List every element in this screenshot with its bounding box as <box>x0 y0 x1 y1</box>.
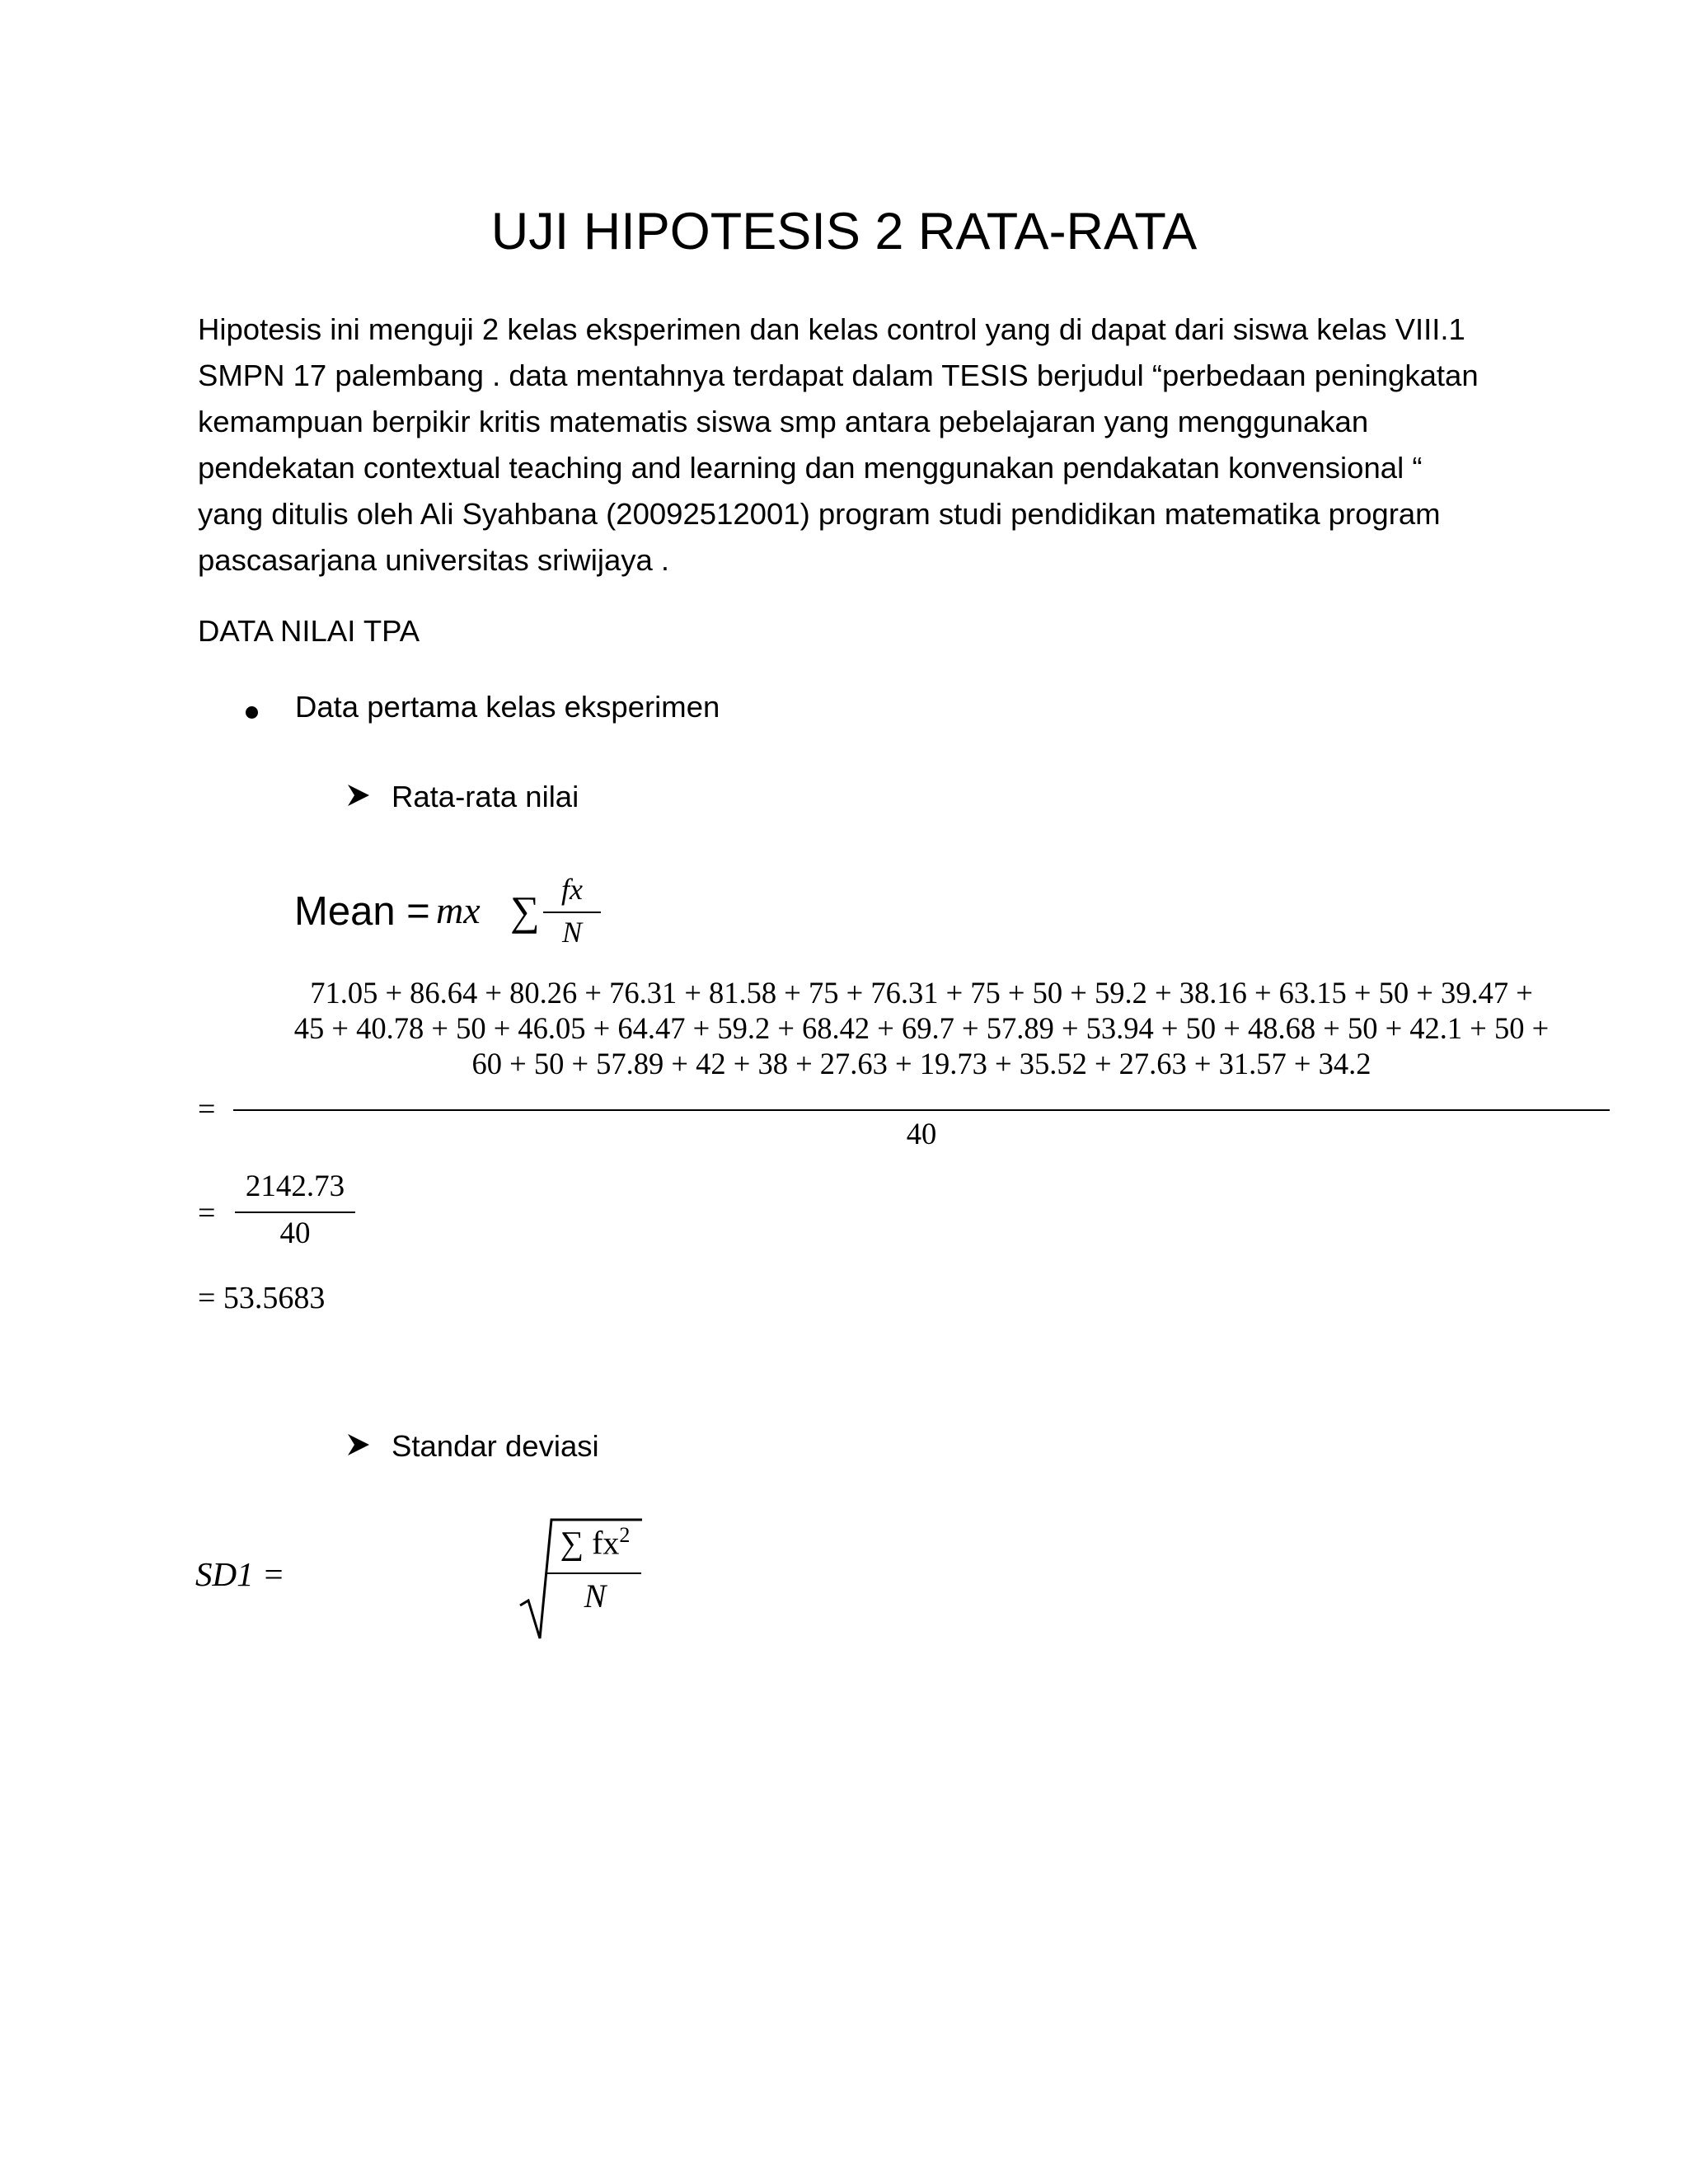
arrow-bullet-icon <box>346 783 371 808</box>
arrow-bullet-icon <box>346 1432 371 1457</box>
sd-label: SD1 = <box>195 1555 285 1593</box>
step2-denominator: 40 <box>279 1216 311 1250</box>
sd-formula <box>195 1500 631 1632</box>
dataset-heading: DATA NILAI TPA <box>198 614 420 648</box>
bullet-dot-icon <box>246 706 258 719</box>
subitem-sd-label: Standar deviasi <box>392 1429 599 1463</box>
sd-numerator-text: ∑ fx <box>560 1524 620 1562</box>
sd-exponent: 2 <box>619 1523 631 1547</box>
mean-label: Mean = <box>294 889 430 934</box>
sd-denominator: N <box>584 1577 607 1615</box>
fraction-bar <box>233 1109 1610 1111</box>
subitem-mean-label: Rata-rata nilai <box>392 780 579 813</box>
mean-result: = 53.5683 <box>198 1281 326 1315</box>
intro-line: Hipotesis ini menguji 2 kelas eksperimen dan kelas control yang di dapat dari siswa kelas VIII.1 <box>198 312 1465 346</box>
page-title: UJI HIPOTESIS 2 RATA-RATA <box>490 203 1198 260</box>
fraction-bar <box>546 1572 641 1574</box>
square-root-icon <box>319 1500 649 1640</box>
equals-sign: = <box>198 1196 216 1230</box>
bullet-item-label: Data pertama kelas eksperimen <box>295 690 720 724</box>
mean-formula <box>294 872 624 954</box>
sum-denominator: 40 <box>906 1117 937 1151</box>
intro-line: yang ditulis oleh Ali Syahbana (20092512001) program studi pendidikan matematika program <box>198 497 1441 531</box>
sum-line: 45 + 40.78 + 50 + 46.05 + 64.47 + 59.2 + 68.42 + 69.7 + 57.89 + 53.94 + 50 + 48.68 + 50 + 42.1 + 50 + <box>293 1011 1550 1045</box>
intro-paragraph <box>198 307 1533 583</box>
intro-line: pendekatan contextual teaching and learning dan menggunakan pendakatan konvensional “ <box>198 451 1423 485</box>
equals-sign: = <box>198 1092 216 1127</box>
fraction-bar <box>235 1212 355 1213</box>
step2-numerator: 2142.73 <box>245 1169 345 1203</box>
sd-numerator <box>546 1523 645 1562</box>
intro-line: pascasarjana universitas sriwijaya . <box>198 543 670 577</box>
intro-line: kemampuan berpikir kritis matematis siswa smp antara pebelajaran yang menggunakan <box>198 405 1369 438</box>
fraction-bar <box>543 912 601 913</box>
sigma-symbol: ∑ <box>510 888 540 934</box>
sum-line: 71.05 + 86.64 + 80.26 + 76.31 + 81.58 + 75 + 76.31 + 75 + 50 + 59.2 + 38.16 + 63.15 + 50 + 39.47 + <box>310 976 1533 1010</box>
sum-line: 60 + 50 + 57.89 + 42 + 38 + 27.63 + 19.73 + 35.52 + 27.63 + 31.57 + 34.2 <box>471 1047 1372 1080</box>
intro-line: SMPN 17 palembang . data mentahnya terdapat dalam TESIS berjudul “perbedaan peningkatan <box>198 359 1479 392</box>
mean-denominator: N <box>561 916 582 949</box>
mean-mx: mx <box>436 889 481 931</box>
mean-numerator: fx <box>561 873 583 906</box>
